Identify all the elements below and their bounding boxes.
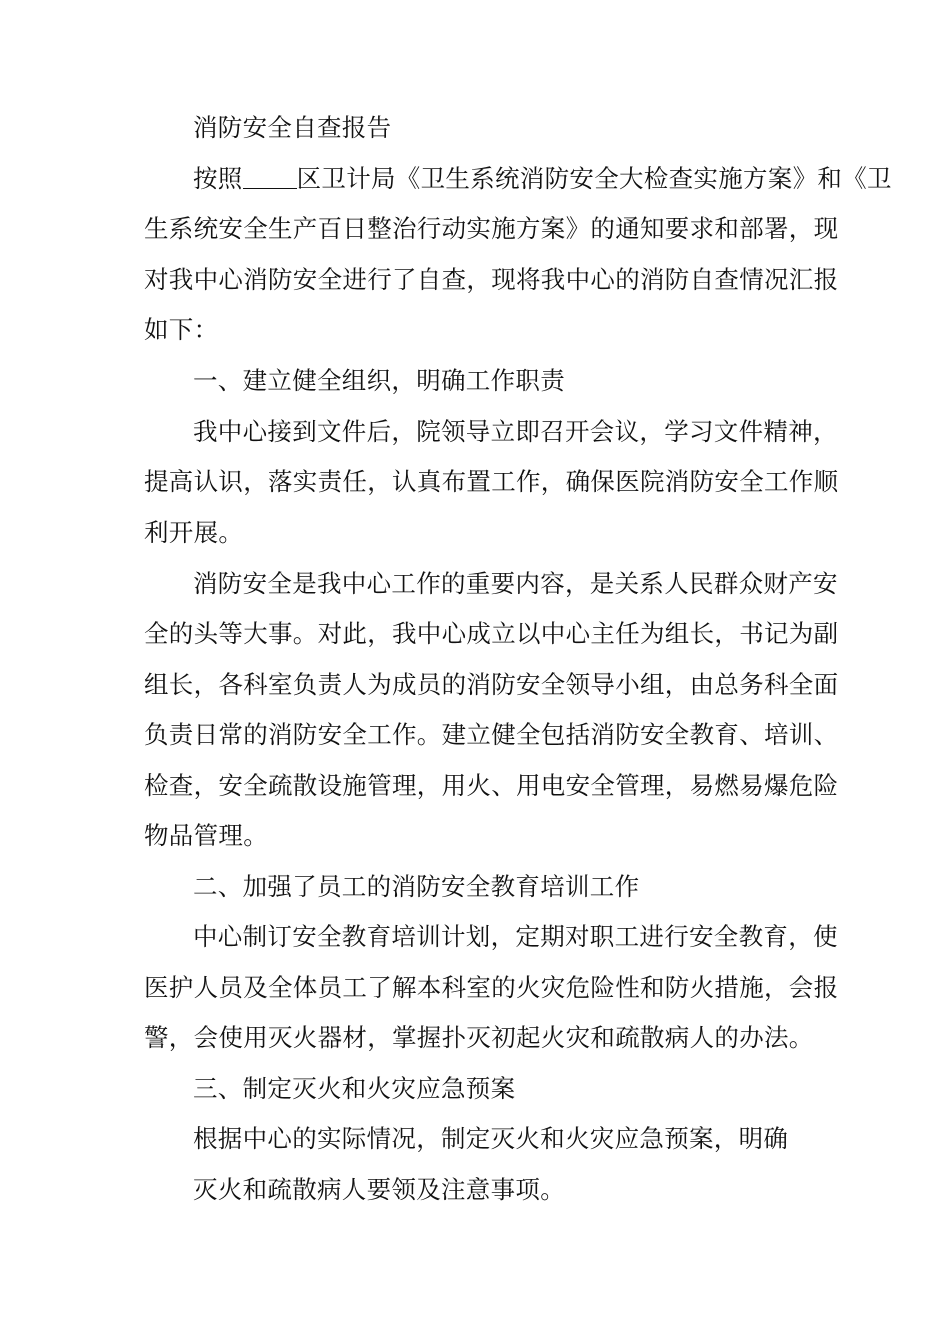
intro-line-1 <box>193 164 892 194</box>
section-1-para-2-line-3: 组长，各科室负责人为成员的消防安全领导小组，由总务科全面 <box>144 670 839 699</box>
section-2-para-line-1: 中心制订安全教育培训计划，定期对职工进行安全教育，使 <box>193 922 838 951</box>
intro-suffix: 区卫计局《卫生系统消防安全大检查实施方案》和《卫 <box>296 164 892 193</box>
intro-prefix: 按照 <box>193 164 243 193</box>
section-3-para-line-1: 根据中心的实际情况，制定灭火和火灾应急预案，明确 <box>193 1124 789 1153</box>
section-1-para-1-line-2: 提高认识，落实责任，认真布置工作，确保医院消防安全工作顺 <box>144 467 839 496</box>
section-3-para-line-2: 灭火和疏散病人要领及注意事项。 <box>193 1175 565 1204</box>
section-2-para-line-2: 医护人员及全体员工了解本科室的火灾危险性和防火措施，会报 <box>144 973 839 1002</box>
intro-line-4: 如下： <box>144 315 219 344</box>
section-2-heading: 二、加强了员工的消防安全教育培训工作 <box>193 872 640 901</box>
section-3-heading: 三、制定灭火和火灾应急预案 <box>193 1074 516 1103</box>
section-1-para-2-line-5: 检查，安全疏散设施管理，用火、用电安全管理，易燃易爆危险 <box>144 771 839 800</box>
blank-underline <box>243 186 297 189</box>
intro-line-2: 生系统安全生产百日整治行动实施方案》的通知要求和部署，现 <box>144 214 839 243</box>
section-1-para-1-line-1: 我中心接到文件后，院领导立即召开会议，学习文件精神， <box>193 417 838 446</box>
document-title: 消防安全自查报告 <box>193 113 392 142</box>
section-1-para-2-line-4: 负责日常的消防安全工作。建立健全包括消防安全教育、培训、 <box>144 720 839 749</box>
intro-line-3: 对我中心消防安全进行了自查，现将我中心的消防自查情况汇报 <box>144 265 839 294</box>
section-1-heading: 一、建立健全组织，明确工作职责 <box>193 366 565 395</box>
section-1-para-2-line-6: 物品管理。 <box>144 821 268 850</box>
section-1-para-2-line-2: 全的头等大事。对此，我中心成立以中心主任为组长，书记为副 <box>144 619 839 648</box>
section-2-para-line-3: 警，会使用灭火器材，掌握扑灭初起火灾和疏散病人的办法。 <box>144 1023 814 1052</box>
section-1-para-2-line-1: 消防安全是我中心工作的重要内容，是关系人民群众财产安 <box>193 569 838 598</box>
section-1-para-1-line-3: 利开展。 <box>144 518 244 547</box>
